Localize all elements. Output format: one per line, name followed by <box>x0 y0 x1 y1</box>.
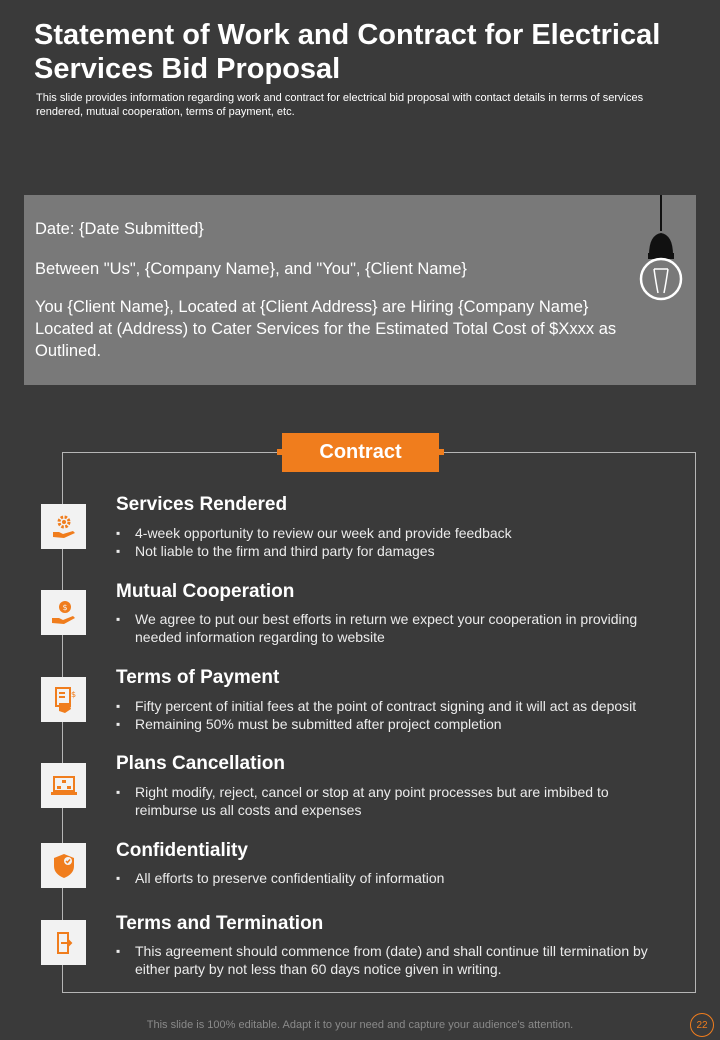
bullet-item: ▪ Remaining 50% must be submitted after project completion <box>116 715 671 733</box>
svg-text:$: $ <box>61 602 68 612</box>
section-title: Terms and Termination <box>116 913 324 934</box>
invoice-hand-icon <box>41 677 86 722</box>
shield-check-icon <box>41 843 86 888</box>
date-line: Date: {Date Submitted} <box>35 220 204 238</box>
bullet-item: ▪ Right modify, reject, cancel or stop at any point processes but are imbibed to reimburse us all costs and expenses <box>116 783 671 819</box>
section-title: Confidentiality <box>116 840 248 861</box>
svg-text:$: $ <box>70 689 76 699</box>
page-number: 22 <box>690 1013 714 1037</box>
laptop-network-icon <box>41 763 86 808</box>
bullet-item: ▪ Fifty percent of initial fees at the point of contract signing and it will act as deposit <box>116 697 671 715</box>
bullet-item: ▪ Not liable to the firm and third party for damages <box>116 542 671 560</box>
section-bullets <box>116 869 671 887</box>
section-bullets <box>116 942 671 978</box>
gear-hand-icon <box>41 504 86 549</box>
footer-note: This slide is 100% editable. Adapt it to your need and capture your audience's attention. <box>146 1019 574 1031</box>
section-bullets <box>116 783 671 819</box>
slide-subtitle: This slide provides information regarding work and contract for electrical bid proposal with contact details in terms of services rendered, mutual cooperation, terms of payment, etc. <box>36 92 644 118</box>
contract-tab: Contract <box>282 433 439 472</box>
bullet-item: ▪ All efforts to preserve confidentiality of information <box>116 869 671 887</box>
hiring-line: You {Client Name}, Located at {Client Address} are Hiring {Company Name} Located at (Address) to Cater Services for the Estimated Total Cost of $Xxxx as Outlined. <box>35 298 617 360</box>
section-bullets <box>116 524 671 560</box>
slide-title: Statement of Work and Contract for Electrical Services Bid Proposal <box>34 19 661 85</box>
coin-hand-icon <box>41 590 86 635</box>
bullet-item: ▪ 4-week opportunity to review our week and provide feedback <box>116 524 671 542</box>
section-title: Terms of Payment <box>116 667 280 688</box>
section-title: Services Rendered <box>116 494 288 515</box>
section-bullets <box>116 610 671 646</box>
section-title: Plans Cancellation <box>116 753 285 774</box>
section-bullets <box>116 697 671 733</box>
info-box <box>24 195 696 385</box>
between-line: Between "Us", {Company Name}, and "You", {Client Name} <box>35 260 467 278</box>
bullet-item: ▪ This agreement should commence from (date) and shall continue till termination by either party by not less than 60 days notice given in writing. <box>116 942 671 978</box>
exit-door-icon <box>41 920 86 965</box>
bullet-item: ▪ We agree to put our best efforts in return we expect your cooperation in providing needed information regarding to website <box>116 610 671 646</box>
light-bulb-icon <box>634 195 690 305</box>
section-title: Mutual Cooperation <box>116 581 295 602</box>
